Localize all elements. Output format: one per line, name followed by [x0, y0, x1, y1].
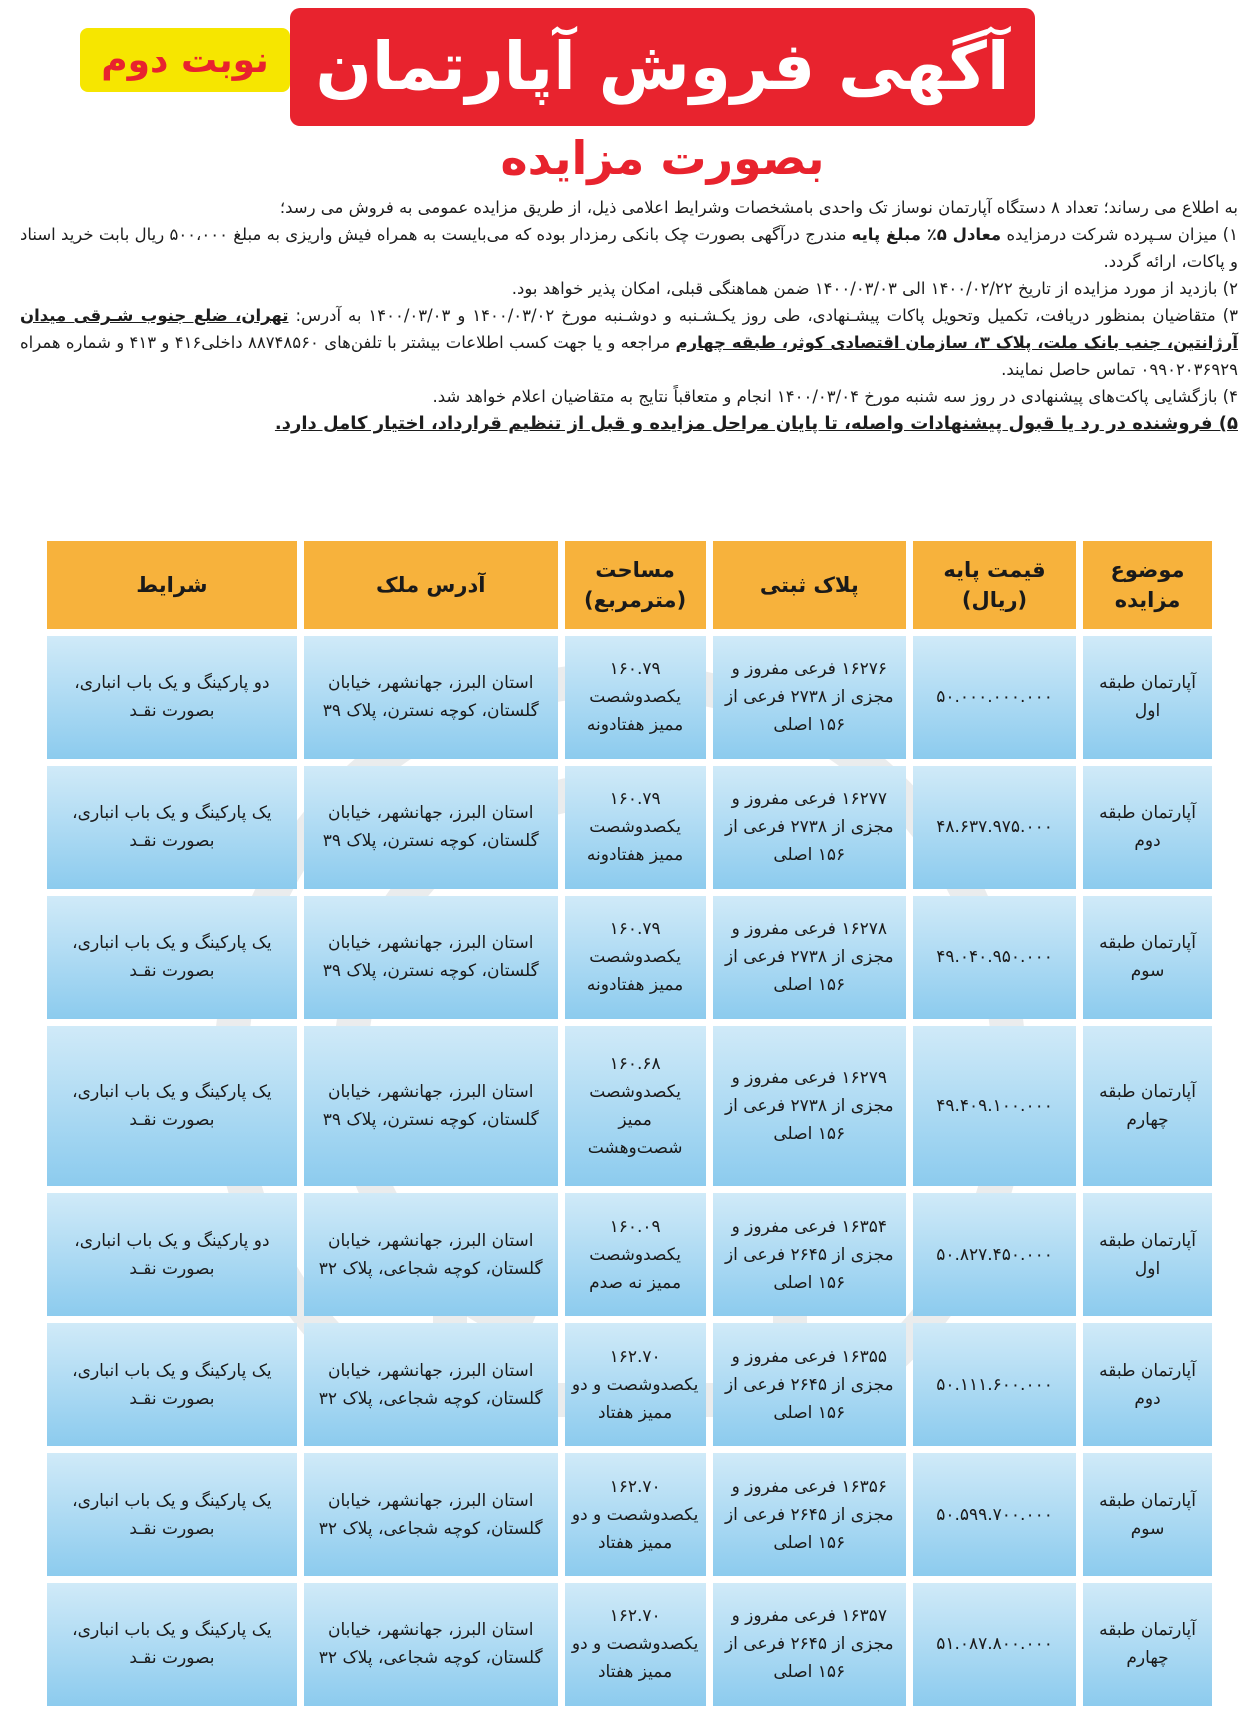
header-area: مساحت (مترمربع) [565, 541, 706, 629]
table-row [47, 1453, 1212, 1576]
cell-subject: آپارتمان طبقه دوم [1083, 1323, 1212, 1446]
cell-area: ۱۶۰.۷۹ یکصدوشصت ممیز هفتادونه [565, 636, 706, 759]
intro-item-4: ۴) بازگشایی پاکت‌های پیشنهادی در روز سه شنبه مورخ ۱۴۰۰/۰۳/۰۴ انجام و متعاقباً نتایج به متقاضیان اعلام خواهد شد. [432, 387, 1238, 406]
table-row [47, 1583, 1212, 1706]
intro-text [20, 194, 1238, 437]
table-row [47, 766, 1212, 889]
cell-address: استان البرز، جهانشهر، خیابان گلستان، کوچه نسترن، پلاک ۳۹ [304, 636, 558, 759]
cell-price: ۵۱.۰۸۷.۸۰۰.۰۰۰ [913, 1583, 1076, 1706]
cell-plate: ۱۶۲۷۶ فرعی مفروز و مجزی از ۲۷۳۸ فرعی از ۱۵۶ اصلی [713, 636, 906, 759]
intro-item-3 [20, 302, 1238, 383]
cell-subject: آپارتمان طبقه سوم [1083, 1453, 1212, 1576]
cell-conditions: یک پارکینگ و یک باب انباری، بصورت نقـد [47, 1323, 297, 1446]
intro-item-1-b: مندرج درآگهی بصورت چک بانکی رمزدار بوده که می‌بایست به همراه فیش واریزی به مبلغ ۵۰۰،۰۰۰ ریال بابت خرید اسناد و پاکات، ارائه گردد. [20, 225, 1238, 271]
header-address: آدرس ملک [304, 541, 558, 629]
cell-area: ۱۶۰.۶۸ یکصدوشصت ممیز شصت‌وهشت [565, 1026, 706, 1186]
header-conditions: شرایط [47, 541, 297, 629]
intro-item-3-b: مراجعه و یا جهت کسب اطلاعات بیشتر با تلفن‌های ۸۸۷۴۸۵۶۰ داخلی۴۱۶ و ۴۱۳ و شماره همراه ۰۹۹۰۲۰۳۶۹۲۹ تماس حاصل نمایند. [20, 333, 1238, 379]
cell-area: ۱۶۲.۷۰ یکصدوشصت و دو ممیز هفتاد [565, 1583, 706, 1706]
round-badge-label: نوبت دوم [101, 39, 269, 81]
cell-address: استان البرز، جهانشهر، خیابان گلستان، کوچه شجاعی، پلاک ۳۲ [304, 1583, 558, 1706]
cell-conditions: یک پارکینگ و یک باب انباری، بصورت نقـد [47, 1453, 297, 1576]
cell-price: ۴۸.۶۳۷.۹۷۵.۰۰۰ [913, 766, 1076, 889]
cell-conditions: یک پارکینگ و یک باب انباری، بصورت نقـد [47, 896, 297, 1019]
intro-item-1-bold: معادل ۵٪ مبلغ پایه [851, 225, 1002, 244]
cell-price: ۵۰.۵۹۹.۷۰۰.۰۰۰ [913, 1453, 1076, 1576]
cell-subject: آپارتمان طبقه سوم [1083, 896, 1212, 1019]
table-row [47, 1323, 1212, 1446]
subtitle: بصورت مزایده [500, 131, 825, 185]
cell-subject: آپارتمان طبقه دوم [1083, 766, 1212, 889]
cell-plate: ۱۶۳۵۶ فرعی مفروز و مجزی از ۲۶۴۵ فرعی از ۱۵۶ اصلی [713, 1453, 906, 1576]
intro-line-0: به اطلاع می رساند؛ تعداد ۸ دستگاه آپارتمان نوساز تک واحدی بامشخصات وشرایط اعلامی ذیل، از طریق مزایده عمومی به فروش می رسد؛ [279, 198, 1238, 217]
cell-price: ۴۹.۰۴۰.۹۵۰.۰۰۰ [913, 896, 1076, 1019]
intro-item-2: ۲) بازدید از مورد مزایده از تاریخ ۱۴۰۰/۰۲/۲۲ الی ۱۴۰۰/۰۳/۰۳ ضمن هماهنگی قبلی، امکان پذیر خواهد بود. [511, 279, 1238, 298]
cell-address: استان البرز، جهانشهر، خیابان گلستان، کوچه نسترن، پلاک ۳۹ [304, 1026, 558, 1186]
cell-subject: آپارتمان طبقه اول [1083, 636, 1212, 759]
table-row [47, 1026, 1212, 1186]
header-price: قیمت پایه (ریال) [913, 541, 1076, 629]
intro-item-5: ۵) فروشنده در رد یا قبول پیشنهادات واصله، تا پایان مراحل مزایده و قبل از تنظیم قرارداد، اختیار کامل دارد. [274, 413, 1238, 434]
intro-item-1 [20, 221, 1238, 275]
headline-banner [290, 8, 1035, 126]
cell-area: ۱۶۲.۷۰ یکصدوشصت و دو ممیز هفتاد [565, 1323, 706, 1446]
cell-plate: ۱۶۳۵۴ فرعی مفروز و مجزی از ۲۶۴۵ فرعی از ۱۵۶ اصلی [713, 1193, 906, 1316]
headline-title: آگهی فروش آپارتمان [315, 28, 1010, 105]
cell-price: ۵۰.۰۰۰.۰۰۰.۰۰۰ [913, 636, 1076, 759]
header-subject: موضوع مزایده [1083, 541, 1212, 629]
cell-plate: ۱۶۲۷۹ فرعی مفروز و مجزی از ۲۷۳۸ فرعی از ۱۵۶ اصلی [713, 1026, 906, 1186]
intro-item-3-a: ۳) متقاضیان بمنظور دریافت، تکمیل وتحویل پاکات پیشـنهادی، طی روز یکـشـنبه و دوشـنبه مورخ ۱۴۰۰/۰۳/۰۲ و ۱۴۰۰/۰۳/۰۳ به آدرس: [288, 306, 1238, 325]
intro-item-1-a: ۱) میزان سـپرده شرکت درمزایده [1001, 225, 1238, 244]
round-badge [80, 28, 290, 92]
cell-conditions: دو پارکینگ و یک باب انباری، بصورت نقـد [47, 636, 297, 759]
cell-address: استان البرز، جهانشهر، خیابان گلستان، کوچه نسترن، پلاک ۳۹ [304, 766, 558, 889]
auction-table [40, 534, 1219, 1713]
cell-price: ۴۹.۴۰۹.۱۰۰.۰۰۰ [913, 1026, 1076, 1186]
header-plate: پلاک ثبتی [713, 541, 906, 629]
table-row [47, 636, 1212, 759]
cell-area: ۱۶۰.۷۹ یکصدوشصت ممیز هفتادونه [565, 896, 706, 1019]
intro-item-3-address: تهران، ضلع جنوب شـرقی میدان آرژانتین، جنب بانک ملت، پلاک ۳، سازمان اقتصادی کوثر، طبقه چهارم [20, 306, 1239, 352]
cell-area: ۱۶۰.۷۹ یکصدوشصت ممیز هفتادونه [565, 766, 706, 889]
cell-address: استان البرز، جهانشهر، خیابان گلستان، کوچه نسترن، پلاک ۳۹ [304, 896, 558, 1019]
cell-area: ۱۶۲.۷۰ یکصدوشصت و دو ممیز هفتاد [565, 1453, 706, 1576]
cell-plate: ۱۶۳۵۵ فرعی مفروز و مجزی از ۲۶۴۵ فرعی از ۱۵۶ اصلی [713, 1323, 906, 1446]
cell-area: ۱۶۰.۰۹ یکصدوشصت ممیز نه صدم [565, 1193, 706, 1316]
table-row [47, 896, 1212, 1019]
cell-plate: ۱۶۲۷۸ فرعی مفروز و مجزی از ۲۷۳۸ فرعی از ۱۵۶ اصلی [713, 896, 906, 1019]
cell-conditions: یک پارکینگ و یک باب انباری، بصورت نقـد [47, 1583, 297, 1706]
cell-price: ۵۰.۸۲۷.۴۵۰.۰۰۰ [913, 1193, 1076, 1316]
cell-address: استان البرز، جهانشهر، خیابان گلستان، کوچه شجاعی، پلاک ۳۲ [304, 1453, 558, 1576]
cell-conditions: دو پارکینگ و یک باب انباری، بصورت نقـد [47, 1193, 297, 1316]
cell-subject: آپارتمان طبقه چهارم [1083, 1026, 1212, 1186]
cell-subject: آپارتمان طبقه چهارم [1083, 1583, 1212, 1706]
table-header-row [47, 541, 1212, 629]
cell-conditions: یک پارکینگ و یک باب انباری، بصورت نقـد [47, 1026, 297, 1186]
cell-plate: ۱۶۲۷۷ فرعی مفروز و مجزی از ۲۷۳۸ فرعی از ۱۵۶ اصلی [713, 766, 906, 889]
cell-address: استان البرز، جهانشهر، خیابان گلستان، کوچه شجاعی، پلاک ۳۲ [304, 1323, 558, 1446]
cell-subject: آپارتمان طبقه اول [1083, 1193, 1212, 1316]
cell-conditions: یک پارکینگ و یک باب انباری، بصورت نقـد [47, 766, 297, 889]
cell-plate: ۱۶۳۵۷ فرعی مفروز و مجزی از ۲۶۴۵ فرعی از ۱۵۶ اصلی [713, 1583, 906, 1706]
cell-price: ۵۰.۱۱۱.۶۰۰.۰۰۰ [913, 1323, 1076, 1446]
cell-address: استان البرز، جهانشهر، خیابان گلستان، کوچه شجاعی، پلاک ۳۲ [304, 1193, 558, 1316]
table-row [47, 1193, 1212, 1316]
